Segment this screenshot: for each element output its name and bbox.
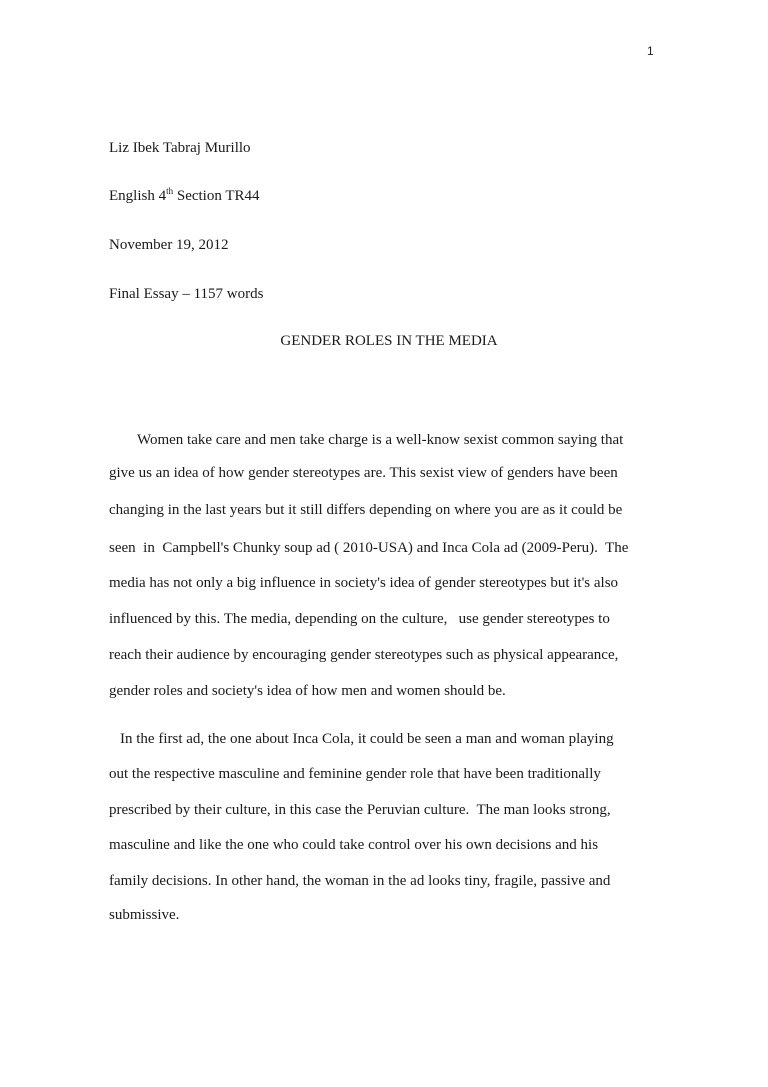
paragraph-1-line: media has not only a big influence in society's idea of gender stereotypes but it's also <box>109 575 619 591</box>
paragraph-2-line: masculine and like the one who could take control over his own decisions and his <box>109 837 599 853</box>
course-superscript: th <box>166 186 174 196</box>
paragraph-1-line: seen in Campbell's Chunky soup ad ( 2010-USA) and Inca Cola ad (2009-Peru). The <box>109 540 629 556</box>
essay-info: Final Essay – 1157 words <box>109 286 264 302</box>
paragraph-1-line: reach their audience by encouraging gender stereotypes such as physical appearance, <box>109 647 619 663</box>
paragraph-2-line: In the first ad, the one about Inca Cola, it could be seen a man and woman playing <box>120 731 614 747</box>
paragraph-1-line: Women take care and men take charge is a well-know sexist common saying that <box>137 432 624 448</box>
course-line <box>109 187 260 205</box>
paragraph-2-line: out the respective masculine and feminine gender role that have been traditionally <box>109 766 601 782</box>
paragraph-1-line: give us an idea of how gender stereotypes are. This sexist view of genders have been <box>109 465 618 481</box>
paragraph-1-line: influenced by this. The media, depending on the culture, use gender stereotypes to <box>109 611 610 627</box>
paragraph-1-line: changing in the last years but it still differs depending on where you are as it could be <box>109 502 623 518</box>
paragraph-1-line: gender roles and society's idea of how men and women should be. <box>109 683 506 699</box>
course-suffix: Section TR44 <box>173 188 260 204</box>
paragraph-2-line: submissive. <box>109 907 180 923</box>
author-name: Liz Ibek Tabraj Murillo <box>109 140 251 156</box>
paragraph-2-line: family decisions. In other hand, the woman in the ad looks tiny, fragile, passive and <box>109 873 611 889</box>
essay-date: November 19, 2012 <box>109 237 229 253</box>
paragraph-2-line: prescribed by their culture, in this case the Peruvian culture. The man looks strong, <box>109 802 611 818</box>
course-prefix: English 4 <box>109 188 167 204</box>
page-number: 1 <box>647 44 654 58</box>
essay-title-text: GENDER ROLES IN THE MEDIA <box>280 333 498 349</box>
essay-title <box>0 332 768 350</box>
